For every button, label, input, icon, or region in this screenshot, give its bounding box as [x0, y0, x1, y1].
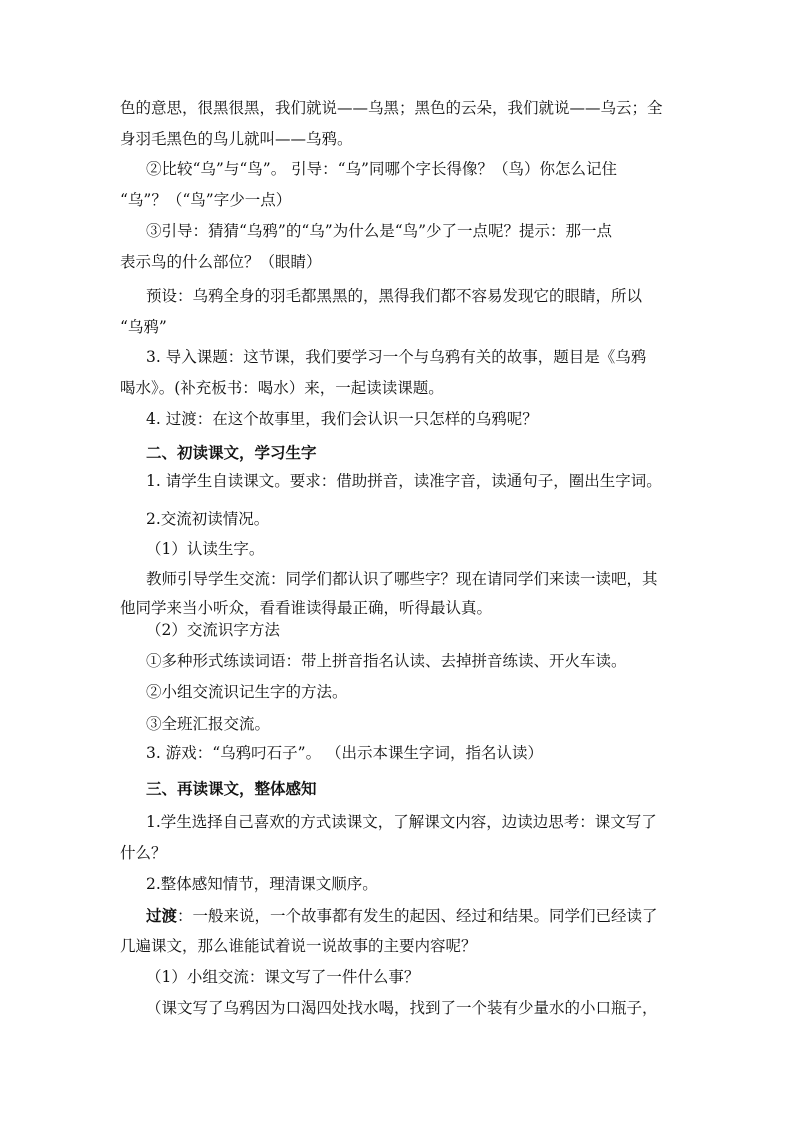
text-line: 1.学生选择自己喜欢的方式读课文，了解课文内容，边读边思考：课文写了 [146, 813, 657, 831]
text-line: 他同学来当小听众，看看谁读得最正确，听得最认真。 [120, 599, 493, 617]
section-heading: 二、初读课文，学习生字 [146, 443, 317, 462]
text-line: （1）认读生字。 [146, 540, 265, 558]
text-line: （课文写了乌鸦因为口渴四处找水喝，找到了一个装有少量水的小口瓶子， [146, 999, 658, 1017]
text-line: 几遍课文，那么谁能试着说一说故事的主要内容呢？ [120, 937, 477, 955]
text-line: ②比较“乌”与“鸟”。 引导：“乌”同哪个字长得像？（鸟）你怎么记住 [146, 160, 617, 178]
text-line: 预设：乌鸦全身的羽毛都黑黑的，黑得我们都不容易发现它的眼睛，所以 [146, 287, 643, 305]
text-line: ②小组交流识记生字的方法。 [146, 683, 348, 701]
text-line: 3. 导入课题：这节课，我们要学习一个与乌鸦有关的故事，题目是《乌鸦 [146, 348, 647, 366]
text-line: 什么？ [120, 844, 167, 862]
text-line: 2.交流初读情况。 [146, 510, 270, 528]
text-line: “乌鸦” [120, 318, 167, 336]
text-line: “乌”？（“鸟”字少一点） [120, 191, 292, 209]
text-line: 3. 游戏：“乌鸦叼石子”。 （出示本课生字词，指名认读） [146, 744, 543, 762]
transition-label: 过渡 [146, 906, 178, 925]
text-line: ③全班汇报交流。 [146, 715, 271, 733]
text-line: 教师引导学生交流：同学们都认识了哪些字？现在请同学们来读一读吧，其 [146, 570, 658, 588]
text-line: 1. 请学生自读课文。要求：借助拼音，读准字音，读通句子，圈出生字词。 [146, 472, 662, 490]
text-line: 4. 过渡：在这个故事里，我们会认识一只怎样的乌鸦呢？ [146, 410, 538, 428]
transition-text: ：一般来说，一个故事都有发生的起因、经过和结果。同学们已经读了 [177, 907, 658, 925]
text-line: ①多种形式练读词语：带上拼音指名认读、去掉拼音练读、开火车读。 [146, 652, 627, 670]
text-line: 身羽毛黑色的鸟儿就叫——乌鸦。 [120, 130, 353, 148]
text-line: 色的意思，很黑很黑，我们就说——乌黑；黑色的云朵，我们就说——乌云；全 [120, 99, 663, 117]
section-heading: 三、再读课文，整体感知 [146, 779, 317, 798]
text-line: 2.整体感知情节，理清课文顺序。 [146, 875, 378, 893]
transition-line [146, 905, 658, 927]
text-line: ③引导：猜猜“乌鸦”的“乌”为什么是“鸟”少了一点呢？提示：那一点 [146, 222, 613, 240]
text-line: （1）小组交流：课文写了一件什么事？ [146, 968, 420, 986]
text-line: 喝水》。(补充板书：喝水）来，一起读读课题。 [120, 379, 444, 397]
text-line: 表示鸟的什么部位？（眼睛） [120, 253, 322, 271]
text-line: （2）交流识字方法 [146, 621, 280, 639]
